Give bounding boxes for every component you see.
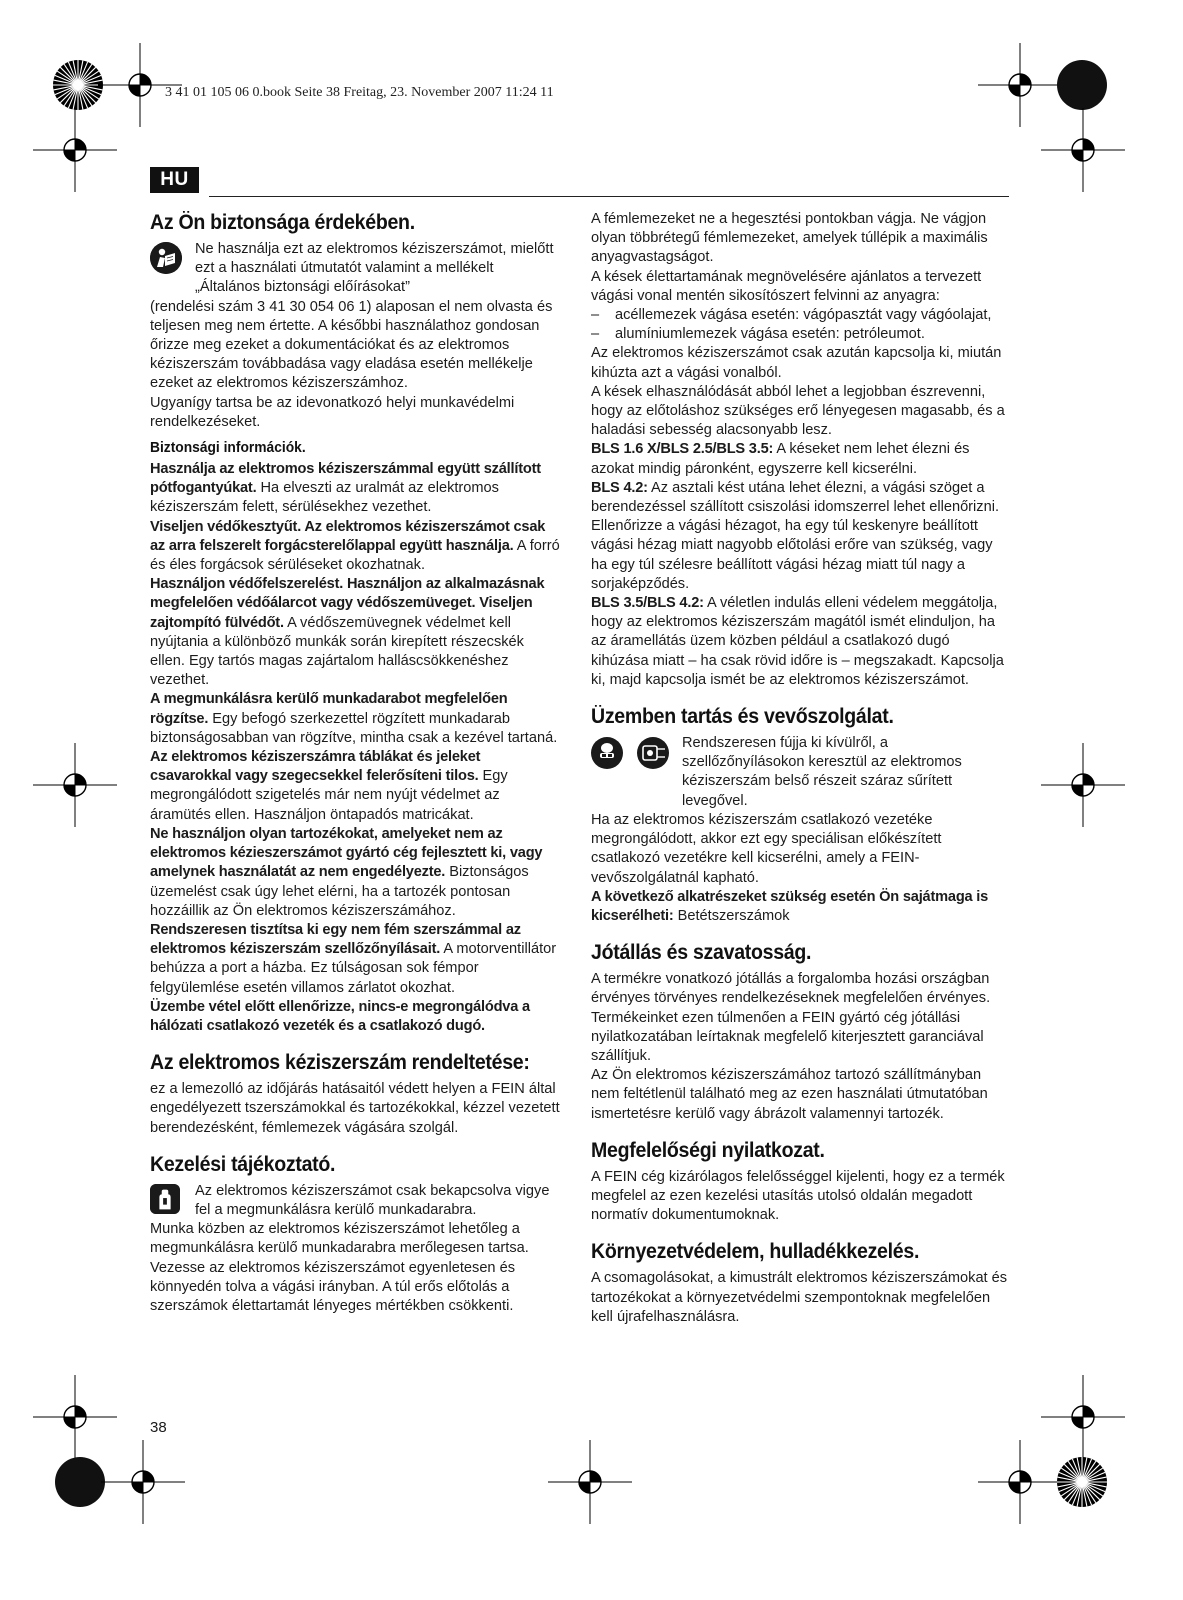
cutting-paragraph-1: A fémlemezeket ne a hegesztési pontokban vágja. Ne vágjon olyan többrétegű fémlemezeket, amelyek túllépik a maximális anyagvastagságot. [591,211,988,266]
language-badge: HU [150,167,199,193]
cutting-paragraph-2: A kések élettartamának megnövelésére ajánlatos a tervezett vágási vonal mentén sikosítószert felvinni az anyagra: [591,268,982,304]
left-column [150,210,560,1316]
safety-goggles-icon [591,736,671,770]
model-note-1: BLS 1.6 X/BLS 2.5/BLS 3.5: A késeket nem lehet élezni és azokat mindig páronként, egyszerre kell kicserélni. [591,441,970,477]
warranty-paragraph-1: A termékre vonatkozó jótállás a forgalomba hozási országban érvényes törvényes rendelkezéseknek megfelelően érvényes. Termékeinket ezen túlmenően a FEIN gyártó cég jótállási nyilatkozatában leírtaknak megfelelő kiterjesztett garanciával szállítjuk. [591,971,991,1064]
file-info-line: 3 41 01 105 06 0.book Seite 38 Freitag, 23. November 2007 11:24 11 [165,85,554,100]
operation-paragraph-3: Vezesse az elektromos kéziszerszámot egyenletesen és könnyedén tolva a vágási irányban. A túl erős előtolás a szerszámok élettartamát lényeges mértékben csökkenti. [150,1259,516,1314]
operation-paragraph-1: Az elektromos kéziszerszámot csak bekapcsolva vigye fel a megmunkálásra kerülő munkadarabra. [195,1182,550,1218]
section-title-conformity: Megfelelőségi nyilatkozat. [591,1138,825,1162]
right-column [591,210,1009,1327]
info-item-4: A megmunkálásra kerülő munkadarabot megfelelően rögzítse. Egy befogó szerkezettel rögzített munkadarab biztonságosabban van rögzítve, mintha csak a kezével tartaná. [150,691,558,746]
environment-paragraph: A csomagolásokat, a kimustrált elektromos kéziszerszámokat és tartozékokat a környezetvédelmi szempontoknak megfelelően kell újrafelhasználásra. [591,1270,1008,1325]
info-item-1: Használja az elektromos kéziszerszámmal együtt szállított pótfogantyúkat. Ha elveszti az uralmát az elektromos kéziszerszám felett, sérülésekhez vezethet. [150,461,541,516]
section-title-service: Üzemben tartás és vevőszolgálat. [591,705,894,729]
safety-paragraph-1: Ne használja ezt az elektromos kéziszerszámot, mielőtt ezt a használati útmutatót valamint a mellékelt „Általános biztonsági előírásokat” [195,241,554,296]
read-manual-block [150,240,560,298]
registration-starburst-icon [53,60,103,110]
service-icon-block [591,734,1009,811]
header-rule [209,196,1009,197]
cutting-paragraph-4: A kések elhasználódását abból lehet a legjobban észrevenni, hogy az előtoláshoz szükséges erő lényegesen magasabb, és a haladási sebesség alacsonyabb lesz. [591,383,1005,439]
page-number: 38 [150,1419,167,1436]
section-title-safety: Az Ön biztonsága érdekében. [150,211,415,234]
switch-on-icon [150,1184,180,1214]
info-item-3: Használjon védőfelszerelést. Használjon az alkalmazásnak megfelelően védőálarcot vagy védőszemüveget. Viseljen zajtompító fülvédőt. A védőszemüvegnek védelmet kell nyújtania a különböző munkák során kirepített részecskék ellen. Egy tartós magas zajártalom halláscsökkenéshez vezethet. [150,576,545,689]
safety-paragraph-2: Ugyanígy tartsa be az idevonatkozó helyi munkavédelmi rendelkezéseket. [150,394,515,430]
safety-paragraph-1b: (rendelési szám 3 41 30 054 06 1) alaposan el nem olvasta és teljesen meg nem értette. A későbbi használathoz gondosan őrizze meg ezeket a dokumentációkat és az elektromos kéziszerszám továbbadása vagy eladása esetén mellékelje ezeket az elektromos kéziszerszámhoz. [150,298,553,392]
info-item-2: Viseljen védőkesztyűt. Az elektromos kéziszerszámot csak az arra felszerelt forgácsterelőlappal együtt használja. A forró és éles forgácsok sérüléseket okozhatnak. [150,518,560,574]
intended-use-paragraph: ez a lemezolló az időjárás hatásaitól védett helyen a FEIN által engedélyezett tszerszámokkal és tartozékokkal, kézzel vezetett berendezésként, fémlemezek vágására szolgál. [150,1081,560,1136]
operation-paragraph-2: Munka közben az elektromos kéziszerszámot lehetőleg a megmunkálásra kerülő munkadarabra merőlegesen tartsa. [150,1221,529,1257]
model-note-3: BLS 3.5/BLS 4.2: A véletlen indulás elleni védelem meggátolja, hogy az elektromos kéziszerszám magától ismét elinduljon, ha az áramellátás üzem közben például a csatlakozó dugó kihúzása miatt – ha csak rövid időre is – megszakadt. Kapcsolja ki, majd kapcsolja ismét be az elektromos kéziszerszámot. [591,595,1004,688]
read-manual-icon [150,242,182,274]
list-item: – alumíniumlemezek vágása esetén: petróleumot. [591,326,925,343]
section-title-info: Biztonsági információk. [150,439,306,457]
section-title-operation: Kezelési tájékoztató. [150,1152,336,1176]
info-item-6: Ne használjon olyan tartozékokat, amelyeket nem az elektromos kézieszerszámot gyártó cég fejlesztett ki, vagy amelynek használatát az nem engedélyezte. Biztonságos üzemelést csak úgy lehet elérni, ha a tartozék pontosan hozzáillik az Ön elektromos kéziszerszámához. [150,825,543,919]
list-item: – acéllemezek vágása esetén: vágópasztát vagy vágóolajat, [591,307,992,324]
conformity-paragraph: A FEIN cég kizárólagos felelősséggel kijelenti, hogy ez a termék megfelel az ezen kezelési utasítás utolsó oldalán megadott normatív dokumentumoknak. [591,1168,1005,1224]
cutting-paragraph-3: Az elektromos kéziszerszámot csak azután kapcsolja ki, miután kihúzta azt a vágási vonalból. [591,345,1002,381]
section-title-warranty: Jótállás és szavatosság. [591,941,812,965]
service-paragraph-2: Ha az elektromos kéziszerszám csatlakozó vezetéke megrongálódott, akkor ezt egy speciálisan előkészített csatlakozó vezetékre kell kicserélni, amely a FEIN-vevőszolgálatnál kapható. [591,811,942,886]
cutting-paragraph-7: Ellenőrizze a vágási hézagot, ha egy túl keskenyre beállított vágási hézag miatt nagyobb előtolási erőre van szükség, vagy ha egy túl szélesre beállított vágási hézag miatt túl nagy a sorjaképződés. [591,518,993,592]
info-item-5: Az elektromos kéziszerszámra táblákat és jeleket csavarokkal vagy szegecsekkel felerősíteni tilos. Egy megrongálódott szigetelés már nem nyújt védelmet az áramütés ellen. Használjon öntapadós matricákat. [150,749,508,823]
info-item-7: Rendszeresen tisztítsa ki egy nem fém szerszámmal az elektromos kéziszerszám szellőzőnyílásait. A motorventillátor behúzza a port a házba. Ez túlságosan sok fémpor felgyülemlése esetén villamos zárlatot okozhat. [150,921,557,996]
warranty-paragraph-2: Az Ön elektromos kéziszerszámához tartozó szállítmányban nem feltétlenül található meg az ezen használati útmutatóban ismertetésre kerülő vagy ábrázolt valamennyi tartozék. [591,1067,988,1122]
section-title-intended-use: Az elektromos kéziszerszám rendeltetése: [150,1051,530,1075]
service-paragraph-1: Rendszeresen fújja ki kívülről, a szellőzőnyílásokon keresztül az elektromos kéziszerszám belső részeit száraz sűrített levegővel. [682,735,962,809]
info-item-8: Üzembe vétel előtt ellenőrizze, nincs-e megrongálódva a hálózati csatlakozó vezeték és a csatlakozó dugó. [150,998,530,1034]
section-title-environment: Környezetvédelem, hulladékkezelés. [591,1240,920,1264]
operation-icon-block [150,1182,560,1220]
model-note-2: BLS 4.2: Az asztali kést utána lehet élezni, a vágási szöget a berendezéssel szállított csiszolási idomszerrel lehet ellenőrizni. [591,479,999,516]
service-paragraph-3: A következő alkatrészeket szükség esetén Ön sajátmaga is kicserélheti: Betétszerszámok [591,888,989,924]
